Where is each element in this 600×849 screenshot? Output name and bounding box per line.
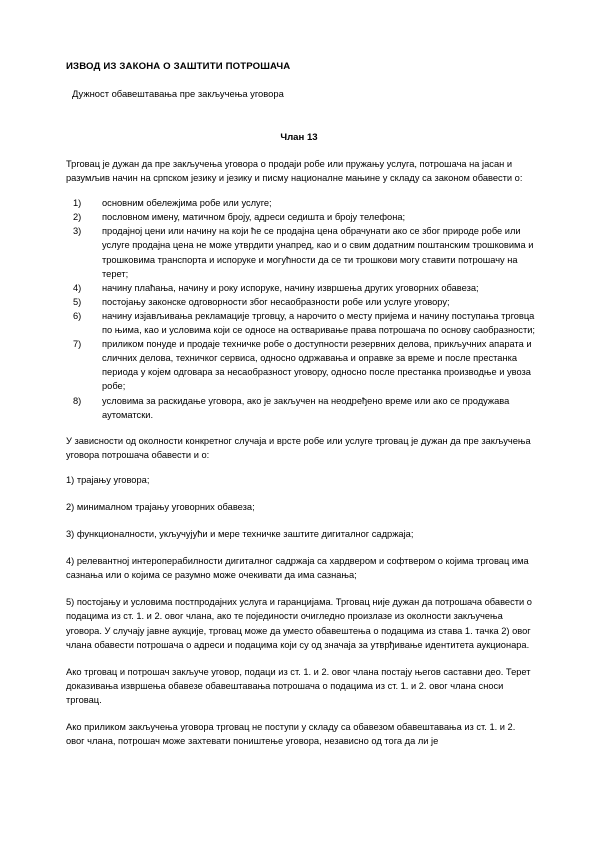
list-item-marker: 5): [73, 296, 82, 307]
closing-paragraph-1: Ако трговац и потрошач закључе уговор, подаци из ст. 1. и 2. овог члана постају његов саставни део. Терет доказивања извршења обавезе обавештавања потрошача о подацима из ст. 1. и 2. овог члана сноси трговац.: [66, 666, 531, 705]
document-subtitle: Дужност обавештавања пре закључења уговора: [72, 88, 284, 99]
numbered-paragraph-2: 2) минималном трајању уговорних обавеза;: [66, 501, 255, 512]
list-item-text: пословном имену, матичном броју, адреси седишта и броју телефона;: [102, 212, 406, 223]
list-item-text: основним обележјима робе или услуге;: [102, 198, 272, 209]
list-item: [73, 210, 536, 224]
list-item-marker: 2): [73, 212, 82, 223]
list-item-text: начину изјављивања рекламације трговцу, а нарочито о месту пријема и начину поступања трговца по њима, као и условима који се односе на остваривање права потрошача по основу саобразности;: [102, 310, 535, 336]
article-heading: Члан 13: [280, 132, 318, 143]
list-item: [73, 309, 536, 337]
document-body: [66, 60, 536, 748]
numbered-paragraph-5: 5) постојању и условима постпродајних услуга и гаранцијама. Трговац није дужан да потрошача обавести о подацима из ст. 1. и 2. овог члана, ако те појединости очигледно произлазе из околности закључења уговора. У случају јавне аукције, трговац може да уместо обавештења о подацима из става 1. тачка 2) овог члана обавести потрошача о адреси и подацима који су од значаја за утврђивање идентитета аукционара.: [66, 597, 532, 650]
numbered-paragraph-3: 3) функционалности, укључујући и мере техничке заштите дигиталног садржаја;: [66, 529, 414, 540]
list-item-marker: 4): [73, 282, 82, 293]
list-item-text: условима за раскидање уговора, ако је закључен на неодређено време или ако се продужава аутоматски.: [102, 395, 510, 420]
list-item: [73, 196, 536, 210]
intro-paragraph: Трговац је дужан да пре закључења уговора о продаји робе или пружању услуга, потрошача на јасан и разумљив начин на српском језику и језику и писму националне мањине у складу са законом обавести о:: [66, 159, 523, 184]
list-item: [73, 224, 536, 280]
list-item-text: постојању законске одговорности због несаобразности робе или услуге уговору;: [102, 296, 450, 307]
list-item-marker: 8): [73, 395, 82, 406]
document-title: ИЗВОД ИЗ ЗАКОНА О ЗАШТИТИ ПОТРОШАЧА: [66, 61, 291, 72]
list-item: [73, 394, 536, 422]
list-item-text: начину плаћања, начину и року испоруке, начину извршења других уговорних обавеза;: [102, 282, 479, 293]
list-item: [73, 281, 536, 295]
obligations-list: [66, 196, 536, 422]
numbered-paragraph-4: 4) релевантној интероперабилности дигиталног садржаја са хардвером и софтвером о којима трговац има сазнања или о којима се разумно може очекивати да има сазнања;: [66, 556, 529, 581]
list-item-marker: 6): [73, 310, 82, 321]
numbered-paragraph-1: 1) трајању уговора;: [66, 474, 150, 485]
list-item-marker: 1): [73, 198, 82, 209]
list-item-text: приликом понуде и продаје техничке робе о доступности резервних делова, прикључних апарата и сличних делова, техничког сервиса, односно одржавања и оправке за време и после престанка периода у којем одговара за несаобразност уговору, односно после престанка производње и увоза робе;: [102, 339, 532, 392]
second-intro-paragraph: У зависности од околности конкретног случаја и врсте робе или услуге трговац је дужан да пре закључења уговора потрошача обавести и о:: [66, 435, 531, 460]
list-item: [73, 337, 536, 393]
list-spacer: [66, 422, 536, 434]
list-item-marker: 3): [73, 226, 82, 237]
list-item: [73, 295, 536, 309]
closing-paragraph-2: Ако приликом закључења уговора трговац не поступи у складу са обавезом обавештавања из ст. 1. и 2. овог члана, потрошач може захтевати поништење уговора, независно од тога да ли је: [66, 722, 516, 747]
list-item-text: продајној цени или начину на који ће се продајна цена обрачунати ако се због природе робе или услуге продајна цена не може утврдити унапред, као и о свим додатним поштанским трошковима и трошковима транспорта и испоруке и могућности да се ти трошкови могу ставити потрошачу на терет;: [102, 226, 534, 279]
list-item-marker: 7): [73, 339, 82, 350]
